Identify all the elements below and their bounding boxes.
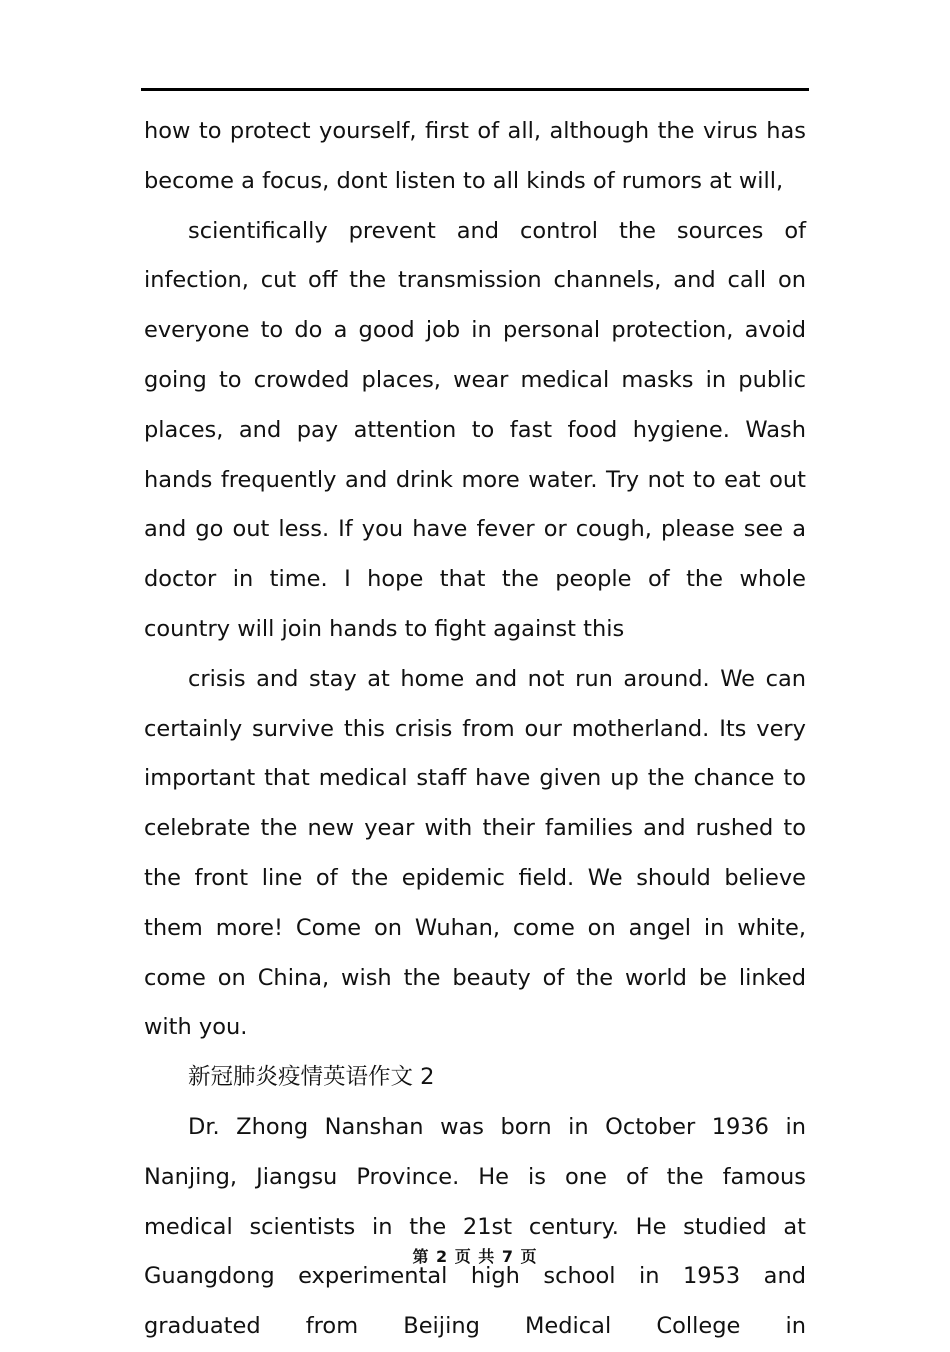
- body-text: [144, 107, 806, 1352]
- paragraph-5: Dr. Zhong Nanshan was born in October 1936 in Nanjing, Jiangsu Province. He is one of the famous medical scientists in the 21st century. He studied at Guangdong experimental high school in 1953 and graduated from Beijing Medical College in: [144, 1113, 806, 1340]
- paragraph-3: crisis and stay at home and not run around. We can certainly survive this crisis from our motherland. Its very important that medical staff have given up the chance to celebrate the new year with their families and rushed to the front line of the epidemic field. We should believe them more! Come on Wuhan, come on angel in white, come on China, wish the beauty of the world be linked with you.: [144, 665, 806, 1041]
- header-rule: [141, 88, 809, 91]
- paragraph-2: scientifically prevent and control the sources of infection, cut off the transmission channels, and call on everyone to do a good job in personal protection, avoid going to crowded places, wear medical masks in public places, and pay attention to fast food hygiene. Wash hands frequently and drink more water. Try not to eat out and go out less. If you have fever or cough, please see a doctor in time. I hope that the people of the whole country will join hands to fight against this: [144, 217, 806, 642]
- paragraph-1: how to protect yourself, first of all, although the virus has become a focus, dont listen to all kinds of rumors at will,: [144, 118, 806, 194]
- page-number-footer: 第 2 页 共 7 页: [412, 1247, 538, 1266]
- section-heading: 新冠肺炎疫情英语作文 2: [188, 1064, 435, 1091]
